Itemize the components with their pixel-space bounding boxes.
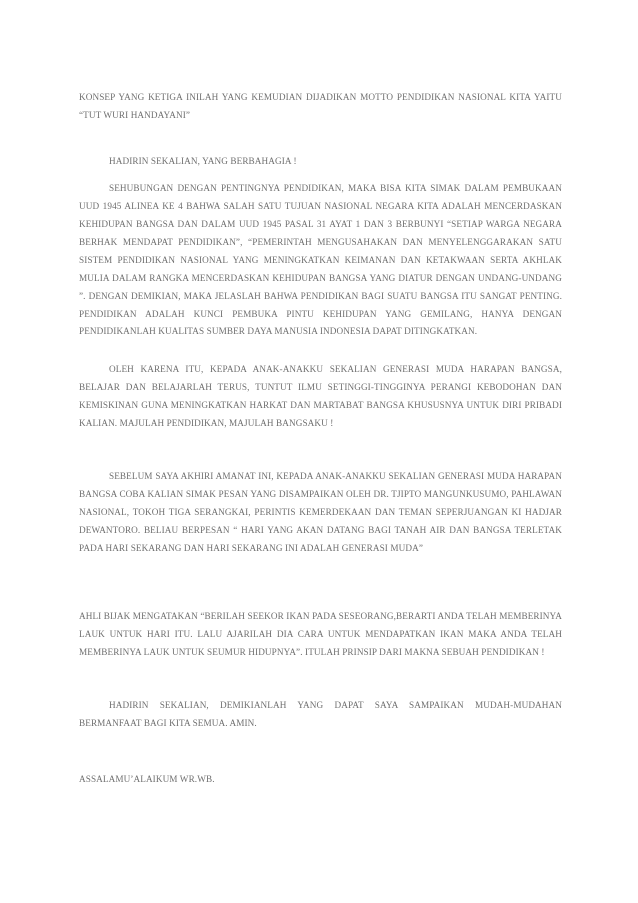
paragraph-motto: KONSEP YANG KETIGA INILAH YANG KEMUDIAN DIJADIKAN MOTTO PENDIDIKAN NASIONAL KITA YAITU “TUT WURI HANDAYANI” [79, 92, 562, 121]
paragraph-closing: HADIRIN SEKALIAN, DEMIKIANLAH YANG DAPAT SAYA SAMPAIKAN MUDAH-MUDAHAN BERMANFAAT BAGI KITA SEMUA. AMIN. [79, 700, 562, 729]
paragraph-greeting: HADIRIN SEKALIAN, YANG BERBAHAGIA ! [109, 156, 297, 167]
paragraph-salutation: ASSALAMU’ALAIKUM WR.WB. [79, 774, 215, 785]
paragraph-tjipto-message: SEBELUM SAYA AKHIRI AMANAT INI, KEPADA ANAK-ANAKKU SEKALIAN GENERASI MUDA HARAPAN BANGSA COBA KALIAN SIMAK PESAN YANG DISAMPAIKAN OLEH DR. TJIPTO MANGUNKUSUMO, PAHLAWAN NASIONAL, TOKOH TIGA SERANGKAI, PERINTIS KEMERDEKAAN DAN TEMAN SEPERJUANGAN KI HADJAR DEWANTORO. BELIAU BERPESAN “ HARI YANG AKAN DATANG BAGI TANAH AIR DAN BANGSA TERLETAK PADA HARI SEKARANG DAN HARI SEKARANG INI ADALAH GENERASI MUDA” [79, 471, 562, 553]
paragraph-wise-saying: AHLI BIJAK MENGATAKAN “BERILAH SEEKOR IKAN PADA SESEORANG,BERARTI ANDA TELAH MEMBERINYA LAUK UNTUK HARI ITU. LALU AJARILAH DIA CARA UNTUK MENDAPATKAN IKAN MAKA ANDA TELAH MEMBERINYA LAUK UNTUK SEUMUR HIDUPNYA”. ITULAH PRINSIP DARI MAKNA SEBUAH PENDIDIKAN ! [79, 611, 562, 657]
paragraph-appeal-youth: OLEH KARENA ITU, KEPADA ANAK-ANAKKU SEKALIAN GENERASI MUDA HARAPAN BANGSA, BELAJAR DAN BELAJARLAH TERUS, TUNTUT ILMU SETINGGI-TINGGINYA PERANGI KEBODOHAN DAN KEMISKINAN GUNA MENINGKATKAN HARKAT DAN MARTABAT BANGSA KHUSUSNYA UNTUK DIRI PRIBADI KALIAN. MAJULAH PENDIDIKAN, MAJULAH BANGSAKU ! [79, 364, 562, 428]
paragraph-education-importance: SEHUBUNGAN DENGAN PENTINGNYA PENDIDIKAN, MAKA BISA KITA SIMAK DALAM PEMBUKAAN UUD 1945 ALINEA KE 4 BAHWA SALAH SATU TUJUAN NASIONAL NEGARA KITA ADALAH MENCERDASKAN KEHIDUPAN BANGSA DAN DALAM UUD 1945 PASAL 31 AYAT 1 DAN 3 BERBUNYI “SETIAP WARGA NEGARA BERHAK MENDAPAT PENDIDIKAN”, “PEMERINTAH MENGUSAHAKAN DAN MENYELENGGARAKAN SATU SISTEM PENDIDIKAN NASIONAL YANG MENINGKATKAN KEIMANAN DAN KETAKWAAN SERTA AKHLAK MULIA DALAM RANGKA MENCERDASKAN KEHIDUPAN BANGSA YANG DIATUR DENGAN UNDANG-UNDANG ”. DENGAN DEMIKIAN, MAKA JELASLAH BAHWA PENDIDIKAN BAGI SUATU BANGSA ITU SANGAT PENTING. PENDIDIKAN ADALAH KUNCI PEMBUKA PINTU KEHIDUPAN YANG GEMILANG, HANYA DENGAN PENDIDIKANLAH KUALITAS SUMBER DAYA MANUSIA INDONESIA DAPAT DITINGKATKAN. [79, 183, 562, 337]
